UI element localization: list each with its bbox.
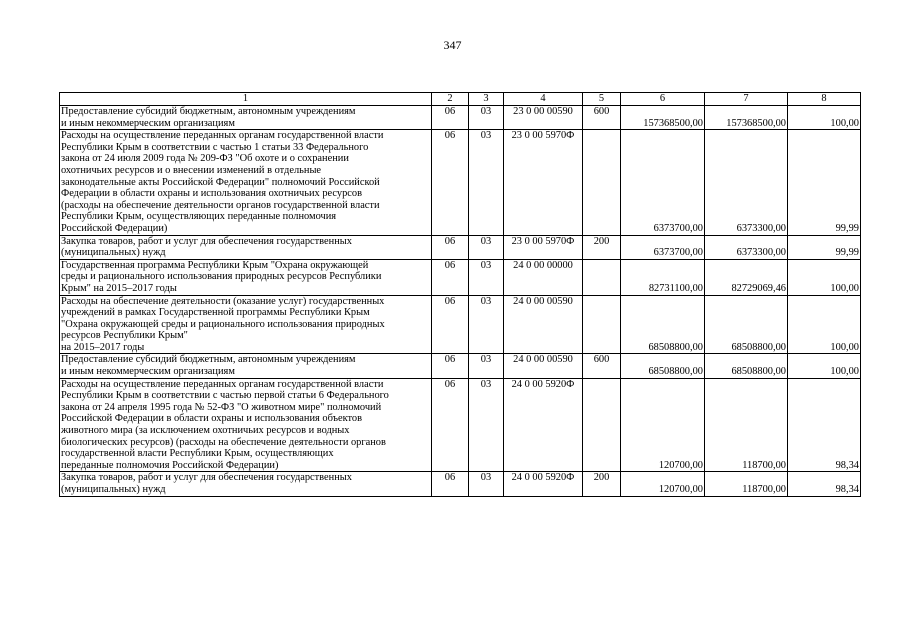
table-body xyxy=(60,106,861,497)
row-execution-percent: 99,99 xyxy=(788,235,861,259)
table-row xyxy=(60,378,861,472)
row-subsection-code: 03 xyxy=(469,235,504,259)
row-section-code: 06 xyxy=(432,130,469,235)
row-subsection-code: 03 xyxy=(469,472,504,496)
row-planned-amount: 82731100,00 xyxy=(621,259,705,295)
table-row xyxy=(60,295,861,354)
row-execution-percent: 100,00 xyxy=(788,106,861,130)
row-execution-percent: 99,99 xyxy=(788,130,861,235)
row-executed-amount: 82729069,46 xyxy=(705,259,788,295)
row-section-code: 06 xyxy=(432,295,469,354)
row-execution-percent: 100,00 xyxy=(788,354,861,378)
header-cell-6: 6 xyxy=(621,93,705,106)
header-cell-5: 5 xyxy=(583,93,621,106)
row-execution-percent: 100,00 xyxy=(788,295,861,354)
row-target-article: 24 0 00 00000 xyxy=(504,259,583,295)
row-executed-amount: 68508800,00 xyxy=(705,295,788,354)
row-subsection-code: 03 xyxy=(469,259,504,295)
row-target-article: 24 0 00 00590 xyxy=(504,354,583,378)
row-executed-amount: 118700,00 xyxy=(705,472,788,496)
table-row xyxy=(60,259,861,295)
header-cell-7: 7 xyxy=(705,93,788,106)
row-subsection-code: 03 xyxy=(469,354,504,378)
row-target-article: 24 0 00 00590 xyxy=(504,295,583,354)
row-section-code: 06 xyxy=(432,106,469,130)
row-description: Расходы на обеспечение деятельности (оказание услуг) государственных учреждений в рамках Государственной программы Республики Крым "Охрана окружающей среды и рационального использования природных ресурсов Республики Крым" на 2015–2017 годы xyxy=(60,295,432,354)
row-description: Закупка товаров, работ и услуг для обеспечения государственных (муниципальных) нужд xyxy=(60,472,432,496)
header-cell-1: 1 xyxy=(60,93,432,106)
row-planned-amount: 68508800,00 xyxy=(621,295,705,354)
row-section-code: 06 xyxy=(432,378,469,472)
row-planned-amount: 6373700,00 xyxy=(621,235,705,259)
table-row xyxy=(60,354,861,378)
budget-table xyxy=(59,92,861,497)
table-header-row xyxy=(60,93,861,106)
row-subsection-code: 03 xyxy=(469,106,504,130)
row-expense-type xyxy=(583,295,621,354)
row-section-code: 06 xyxy=(432,235,469,259)
row-planned-amount: 120700,00 xyxy=(621,472,705,496)
row-target-article: 23 0 00 00590 xyxy=(504,106,583,130)
row-execution-percent: 98,34 xyxy=(788,378,861,472)
table-row xyxy=(60,472,861,496)
table-row xyxy=(60,106,861,130)
row-expense-type: 600 xyxy=(583,354,621,378)
row-target-article: 23 0 00 5970Ф xyxy=(504,235,583,259)
row-expense-type xyxy=(583,378,621,472)
row-subsection-code: 03 xyxy=(469,295,504,354)
row-planned-amount: 120700,00 xyxy=(621,378,705,472)
row-subsection-code: 03 xyxy=(469,378,504,472)
table-row xyxy=(60,235,861,259)
row-subsection-code: 03 xyxy=(469,130,504,235)
row-executed-amount: 6373300,00 xyxy=(705,130,788,235)
header-cell-8: 8 xyxy=(788,93,861,106)
row-description: Закупка товаров, работ и услуг для обеспечения государственных (муниципальных) нужд xyxy=(60,235,432,259)
row-description: Предоставление субсидий бюджетным, автономным учреждениям и иным некоммерческим организациям xyxy=(60,106,432,130)
page-number: 347 xyxy=(443,38,462,52)
row-execution-percent: 100,00 xyxy=(788,259,861,295)
row-target-article: 23 0 00 5970Ф xyxy=(504,130,583,235)
row-executed-amount: 68508800,00 xyxy=(705,354,788,378)
row-expense-type: 600 xyxy=(583,106,621,130)
row-section-code: 06 xyxy=(432,354,469,378)
row-execution-percent: 98,34 xyxy=(788,472,861,496)
row-target-article: 24 0 00 5920Ф xyxy=(504,378,583,472)
row-expense-type xyxy=(583,130,621,235)
row-expense-type xyxy=(583,259,621,295)
row-executed-amount: 157368500,00 xyxy=(705,106,788,130)
row-description: Расходы на осуществление переданных органам государственной власти Республики Крым в соответствии с частью первой статьи 6 Федерального закона от 24 апреля 1995 года № 52-ФЗ "О животном мире" полномочий Российской Федерации в области охраны и использования объектов животного мира (за исключением охотничьих ресурсов и водных биологических ресурсов) (расходы на обеспечение деятельности органов государственной власти Республики Крым, осуществляющих переданные полномочия Российской Федерации) xyxy=(60,378,432,472)
header-cell-2: 2 xyxy=(432,93,469,106)
row-planned-amount: 68508800,00 xyxy=(621,354,705,378)
row-planned-amount: 157368500,00 xyxy=(621,106,705,130)
header-cell-4: 4 xyxy=(504,93,583,106)
row-planned-amount: 6373700,00 xyxy=(621,130,705,235)
row-description: Предоставление субсидий бюджетным, автономным учреждениям и иным некоммерческим организациям xyxy=(60,354,432,378)
row-expense-type: 200 xyxy=(583,472,621,496)
row-section-code: 06 xyxy=(432,259,469,295)
row-description: Расходы на осуществление переданных органам государственной власти Республики Крым в соответствии с частью 1 статьи 33 Федерального закона от 24 июля 2009 года № 209-ФЗ "Об охоте и о сохранении охотничьих ресурсов и о внесении изменений в отдельные законодательные акты Российской Федерации" полномочий Российской Федерации в области охраны и использования охотничьих ресурсов (расходы на обеспечение деятельности органов государственной власти Республики Крым, осуществляющих переданные полномочия Российской Федерации) xyxy=(60,130,432,235)
table-row xyxy=(60,130,861,235)
row-section-code: 06 xyxy=(432,472,469,496)
row-expense-type: 200 xyxy=(583,235,621,259)
row-executed-amount: 6373300,00 xyxy=(705,235,788,259)
row-executed-amount: 118700,00 xyxy=(705,378,788,472)
row-target-article: 24 0 00 5920Ф xyxy=(504,472,583,496)
row-description: Государственная программа Республики Крым "Охрана окружающей среды и рационального использования природных ресурсов Республики Крым" на 2015–2017 годы xyxy=(60,259,432,295)
header-cell-3: 3 xyxy=(469,93,504,106)
